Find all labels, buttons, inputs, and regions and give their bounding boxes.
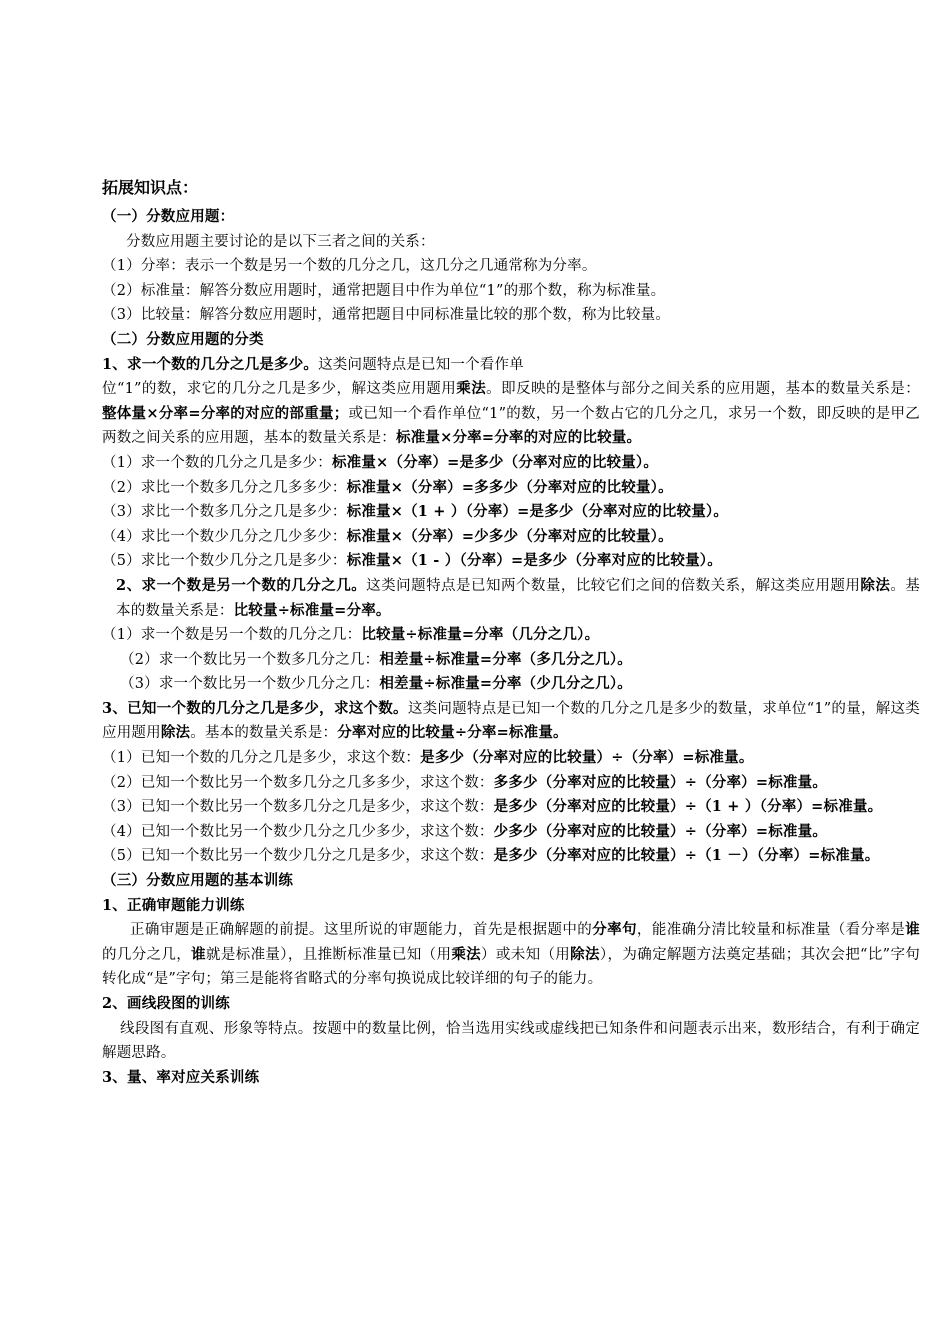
keyword-multiply: 乘法 (451, 945, 482, 963)
keyword-divide: 除法 (860, 576, 891, 594)
case-label: （2）已知一个数比另一个数多几分之几多多少，求这个数： (102, 774, 494, 791)
case-label: （1）已知一个数的几分之几是多少，求这个数： (102, 750, 421, 767)
case-label: （3）已知一个数比另一个数多几分之几是多少，求这个数： (102, 799, 494, 816)
case-formula: 是多少（分率对应的比较量）÷（1 + ）（分率）=标准量。 (493, 798, 883, 816)
training-text: ）或未知（用 (481, 946, 571, 963)
section-1-heading: （一）分数应用题： (102, 208, 235, 225)
case-label: （5）已知一个数比另一个数少几分之几是多少，求这个数： (102, 848, 494, 865)
topic-2-title: 2、求一个数是另一个数的几分之几。 (116, 576, 367, 594)
topic-1-title: 1、求一个数的几分之几是多少。 (102, 355, 319, 373)
formula: 标准量×分率=分率的对应的比较量。 (396, 429, 642, 447)
topic-1-text: 位“1”的数，求它的几分之几是多少，解这类应用题用 (102, 381, 457, 398)
case-formula: 是多少（分率对应的比较量）÷（1 －）（分率）=标准量。 (493, 847, 880, 865)
case-label: （1）求一个数是另一个数的几分之几： (102, 627, 362, 644)
training-3-heading: 3、量、率对应关系训练 (102, 1068, 260, 1086)
case-label: （4）求比一个数少几分之几少多少： (102, 528, 347, 545)
training-1-heading: 1、正确审题能力训练 (102, 896, 245, 914)
case-formula: 是多少（分率对应的比较量）÷（分率）=标准量。 (420, 749, 754, 767)
page-title: 拓展知识点： (102, 178, 199, 197)
case-formula: 标准量×（分率）=多多少（分率对应的比较量）。 (346, 478, 673, 496)
training-text: 就是标准量），且推断标准量已知（用 (206, 946, 452, 963)
case-formula: 比较量÷标准量=分率（几分之几）。 (361, 626, 600, 644)
case-formula: 相差量÷标准量=分率（少几分之几）。 (379, 675, 632, 693)
topic-1-body (102, 377, 920, 451)
topic-1-text: 或已知一个看作单位“1”的数，另一个数占它的几分之几，求另一个数，即反映的是甲乙两数之间关系的应用题，基本的数量关系是： (102, 405, 920, 447)
case-item (102, 672, 920, 697)
case-item (102, 795, 920, 820)
case-formula: 多多少（分率对应的比较量）÷（分率）=标准量。 (493, 773, 828, 791)
training-2-body: 线段图有直观、形象等特点。按题中的数量比例，恰当选用实线或虚线把已知条件和问题表示出来，数形结合，有利于确定解题思路。 (102, 1020, 920, 1062)
topic-2-text: 这类问题特点是已知两个数量，比较它们之间的倍数关系，解这类应用题用 (366, 577, 861, 594)
training-text: ），为确定解题方法奠定基础；其次会把“比”字句转化成“是”字句；第三是能将省略式的分率句换说成比较详细的句子的能力。 (102, 946, 920, 988)
case-label: （4）已知一个数比另一个数少几分之几少多少，求这个数： (102, 823, 494, 840)
keyword: 谁 (191, 945, 206, 963)
case-formula: 相差量÷标准量=分率（多几分之几）。 (379, 650, 632, 668)
training-2-heading: 2、画线段图的训练 (102, 995, 230, 1012)
case-formula: 标准量×（分率）=少多少（分率对应的比较量）。 (346, 527, 673, 545)
keyword-divide: 除法 (570, 945, 600, 963)
case-item (102, 549, 920, 574)
case-label: （3）求一个数比另一个数少几分之几： (120, 676, 380, 693)
topic-2-body (102, 574, 920, 623)
formula: 分率对应的比较量÷分率=标准量。 (337, 724, 568, 742)
case-item (102, 500, 920, 525)
case-label: （5）求比一个数少几分之几是多少： (102, 553, 347, 570)
topic-3-title: 3、已知一个数的几分之几是多少，求这个数。 (102, 699, 408, 717)
document-page (102, 175, 920, 1090)
topic-1-text: 。即反映的是整体与部分之间关系的应用题，基本的数量关系是： (486, 381, 920, 398)
case-item (102, 623, 920, 648)
topic-3-body (102, 697, 920, 746)
case-item (102, 476, 920, 501)
case-label: （1）求一个数的几分之几是多少： (102, 454, 332, 471)
case-item (102, 648, 920, 673)
keyword: 谁 (905, 921, 920, 939)
keyword: 分率句 (592, 921, 637, 939)
formula: 比较量÷标准量=分率。 (233, 601, 391, 619)
section-1-intro: 分数应用题主要讨论的是以下三者之间的关系： (126, 233, 435, 250)
keyword-multiply: 乘法 (456, 380, 487, 398)
case-formula: 标准量×（1 + ）（分率）=是多少（分率对应的比较量）。 (346, 503, 729, 521)
definition-item: （3）比较量：解答分数应用题时，通常把题目中同标准量比较的那个数，称为比较量。 (102, 307, 671, 324)
topic-1-lead-text: 这类问题特点是已知一个看作单 (318, 356, 524, 373)
case-item (102, 525, 920, 550)
definition-item: （2）标准量：解答分数应用题时，通常把题目中作为单位“1”的那个数，称为标准量。 (102, 282, 666, 299)
case-item (102, 844, 920, 869)
case-label: （2）求比一个数多几分之几多多少： (102, 479, 347, 496)
formula: 整体量×分率=分率的对应的部重量； (102, 404, 349, 422)
case-item (102, 451, 920, 476)
training-text: 正确审题是正确解题的前提。这里所说的审题能力，首先是根据题中的 (130, 922, 593, 939)
keyword-divide: 除法 (160, 724, 191, 742)
definition-item: （1）分率：表示一个数是另一个数的几分之几，这几分之几通常称为分率。 (102, 258, 597, 275)
topic-3-text: 这类问题特点是已知一个数的几分之几是多少的数量，求单位“1”的量，解这类应用题用 (102, 700, 920, 742)
section-2-heading: （二）分数应用题的分类 (102, 330, 264, 348)
topic-2-text: 。基本的数量关系是： (116, 577, 920, 619)
training-text: 的几分之几， (102, 946, 192, 963)
case-label: （2）求一个数比另一个数多几分之几： (120, 651, 380, 668)
case-formula: 标准量×（1 - ）（分率）=是多少（分率对应的比较量）。 (346, 552, 722, 570)
training-text: ，能准确分清比较量和标准量（看分率是 (636, 922, 906, 939)
case-formula: 少多少（分率对应的比较量）÷（分率）=标准量。 (493, 822, 828, 840)
case-item (102, 746, 920, 771)
topic-3-text: 。基本的数量关系是： (190, 725, 338, 742)
section-3-heading: （三）分数应用题的基本训练 (102, 872, 294, 890)
case-item (102, 771, 920, 796)
case-item (102, 820, 920, 845)
case-formula: 标准量×（分率）=是多少（分率对应的比较量）。 (331, 453, 659, 471)
topic-1-lead (102, 353, 920, 378)
case-label: （3）求比一个数多几分之几是多少： (102, 504, 347, 521)
training-1-body (102, 918, 920, 992)
